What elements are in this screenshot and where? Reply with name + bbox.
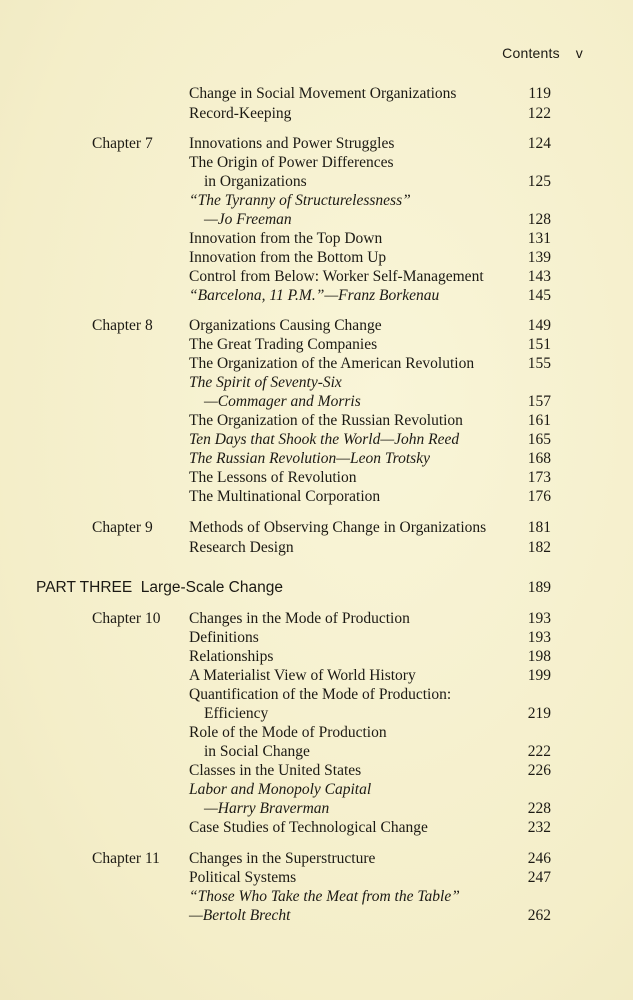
toc-entry [0, 229, 633, 249]
entry-page-number: 182 [527, 539, 551, 556]
entry-title: Role of the Mode of Production [189, 724, 387, 741]
entry-title: —Commager and Morris [204, 393, 361, 410]
entry-title: in Social Change [204, 743, 310, 760]
toc-entry [0, 666, 633, 686]
toc-entry [0, 906, 633, 926]
entry-page-number: 181 [527, 519, 551, 536]
toc-entry [0, 84, 633, 104]
entry-page-number: 151 [527, 336, 551, 353]
entry-page-number: 193 [527, 629, 551, 646]
toc-entry [0, 449, 633, 469]
entry-page-number: 149 [527, 317, 551, 334]
entry-title: Quantification of the Mode of Production: [189, 686, 452, 703]
entry-title: The Organization of the American Revolution [189, 355, 475, 372]
toc-entry [0, 210, 633, 230]
toc-entry [0, 248, 633, 268]
toc-entry [0, 723, 633, 743]
toc-entry [0, 134, 633, 154]
entry-page-number: 165 [527, 431, 551, 448]
toc-entry [0, 172, 633, 192]
toc-entry [0, 647, 633, 667]
entry-page-number: 139 [527, 249, 551, 266]
entry-page-number: 228 [527, 800, 551, 817]
entry-title: Ten Days that Shook the World—John Reed [189, 431, 460, 448]
header-page-number: v [575, 45, 583, 61]
toc-entry [0, 780, 633, 800]
entry-title: Labor and Monopoly Capital [189, 781, 372, 798]
toc-entry [0, 868, 633, 888]
toc-entry [0, 887, 633, 907]
entry-title: Change in Social Movement Organizations [189, 85, 457, 102]
toc-entry [0, 818, 633, 838]
entry-page-number: 232 [527, 819, 551, 836]
entry-page-number: 173 [527, 469, 551, 486]
entry-title: —Bertolt Brecht [189, 907, 291, 924]
toc-entry [0, 487, 633, 507]
entry-title: Changes in the Superstructure [189, 850, 376, 867]
entry-title: Innovation from the Bottom Up [189, 249, 387, 266]
toc-entry [0, 468, 633, 488]
part-page-number: 189 [527, 579, 551, 596]
toc-entry [0, 685, 633, 705]
entry-page-number: 219 [527, 705, 551, 722]
toc-entry [0, 538, 633, 558]
entry-page-number: 247 [527, 869, 551, 886]
entry-page-number: 199 [527, 667, 551, 684]
entry-page-number: 168 [527, 450, 551, 467]
toc-entry [0, 704, 633, 724]
entry-title: “Barcelona, 11 P.M.”—Franz Borkenau [189, 287, 440, 304]
entry-title: “Those Who Take the Meat from the Table” [189, 888, 460, 905]
entry-title: The Multinational Corporation [189, 488, 381, 505]
part-label: PART THREE Large-Scale Change [36, 579, 283, 596]
toc-entry [0, 609, 633, 629]
entry-title: Record-Keeping [189, 105, 292, 122]
entry-page-number: 119 [528, 85, 551, 102]
entry-title: The Lessons of Revolution [189, 469, 357, 486]
toc-entry [0, 518, 633, 538]
toc-entry [0, 411, 633, 431]
entry-page-number: 157 [527, 393, 551, 410]
entry-title: Efficiency [204, 705, 269, 722]
entry-page-number: 122 [527, 105, 551, 122]
entry-page-number: 193 [527, 610, 551, 627]
chapter-label: Chapter 11 [92, 850, 160, 867]
toc-entry [0, 286, 633, 306]
entry-page-number: 226 [527, 762, 551, 779]
toc-entry [0, 267, 633, 287]
entry-title: Political Systems [189, 869, 297, 886]
chapter-label: Chapter 8 [92, 317, 153, 334]
entry-page-number: 176 [527, 488, 551, 505]
toc-entry [0, 316, 633, 336]
entry-page-number: 155 [527, 355, 551, 372]
entry-title: Research Design [189, 539, 294, 556]
toc-entry [0, 430, 633, 450]
chapter-label: Chapter 10 [92, 610, 161, 627]
toc-entry [0, 849, 633, 869]
entry-title: Methods of Observing Change in Organizations [189, 519, 487, 536]
entry-title: The Great Trading Companies [189, 336, 378, 353]
entry-page-number: 131 [527, 230, 551, 247]
entry-title: —Jo Freeman [204, 211, 292, 228]
entry-page-number: 222 [527, 743, 551, 760]
toc-entry [0, 373, 633, 393]
entry-title: The Origin of Power Differences [189, 154, 394, 171]
entry-title: Case Studies of Technological Change [189, 819, 428, 836]
part-heading [0, 578, 633, 598]
chapter-label: Chapter 9 [92, 519, 153, 536]
entry-page-number: 128 [527, 211, 551, 228]
entry-title: Classes in the United States [189, 762, 362, 779]
entry-title: The Spirit of Seventy-Six [189, 374, 342, 391]
entry-title: The Organization of the Russian Revolution [189, 412, 463, 429]
running-header [502, 45, 583, 61]
entry-title: Organizations Causing Change [189, 317, 382, 334]
toc-entry [0, 104, 633, 124]
toc-entry [0, 335, 633, 355]
entry-title: Definitions [189, 629, 259, 646]
entry-title: Innovations and Power Struggles [189, 135, 395, 152]
entry-page-number: 124 [527, 135, 551, 152]
toc-entry [0, 153, 633, 173]
entry-page-number: 246 [527, 850, 551, 867]
entry-title: The Russian Revolution—Leon Trotsky [189, 450, 430, 467]
entry-page-number: 198 [527, 648, 551, 665]
entry-page-number: 143 [527, 268, 551, 285]
entry-title: Relationships [189, 648, 274, 665]
entry-page-number: 262 [527, 907, 551, 924]
toc-entry [0, 628, 633, 648]
entry-page-number: 161 [527, 412, 551, 429]
header-label: Contents [502, 45, 560, 61]
entry-title: —Harry Braverman [204, 800, 330, 817]
toc-entry [0, 799, 633, 819]
entry-page-number: 145 [527, 287, 551, 304]
toc-entry [0, 392, 633, 412]
toc-entry [0, 742, 633, 762]
entry-title: A Materialist View of World History [189, 667, 416, 684]
entry-page-number: 125 [527, 173, 551, 190]
entry-title: Changes in the Mode of Production [189, 610, 410, 627]
toc-entry [0, 354, 633, 374]
toc-entry [0, 191, 633, 211]
entry-title: Control from Below: Worker Self-Management [189, 268, 484, 285]
entry-title: “The Tyranny of Structurelessness” [189, 192, 411, 209]
chapter-label: Chapter 7 [92, 135, 153, 152]
entry-title: Innovation from the Top Down [189, 230, 383, 247]
toc-entry [0, 761, 633, 781]
entry-title: in Organizations [204, 173, 307, 190]
